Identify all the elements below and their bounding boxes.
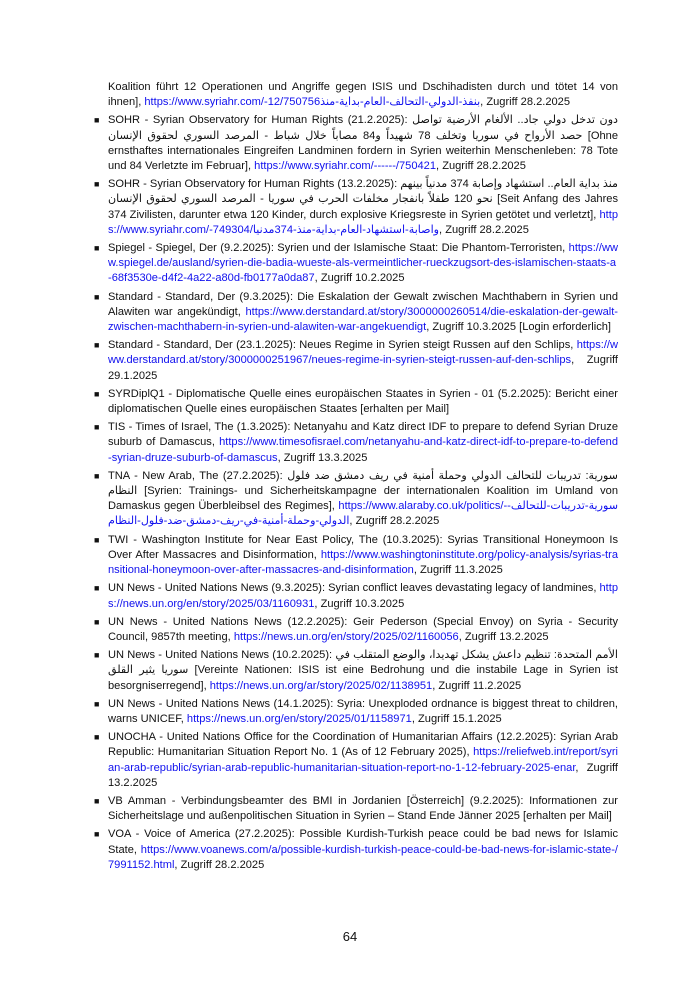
square-bullet-icon: ■	[94, 650, 100, 661]
reference-item	[94, 730, 618, 791]
reference-item	[94, 794, 618, 824]
reference-item	[94, 615, 618, 645]
reference-access-date: , Zugriff 10.2.2025	[314, 272, 405, 285]
reference-text: Standard - Standard, Der (9.3.2025): Die Eskalation der Gewalt zwischen Machthabern in Syrien und Alawiten war angekündigt,	[108, 290, 618, 318]
reference-item	[94, 420, 618, 466]
reference-link[interactable]: https://www.derstandard.at/story/3000000260514/die-eskalation-der-gewalt-zwischen-machthabern-in-syrien-und-alawiten-war-angekuendigt	[108, 305, 618, 334]
intro-text: Koalition führt 12 Operationen und Angriffe gegen ISIS und Dschihadisten durch und tötet 14 von ihnen],	[108, 81, 618, 109]
reference-link[interactable]: https://www.voanews.com/a/possible-kurdish-turkish-peace-could-be-bad-news-for-islamic-state-/7991152.html	[108, 843, 618, 871]
reference-access-date: , Zugriff 13.2.2025	[108, 761, 618, 789]
square-bullet-icon: ■	[94, 795, 100, 806]
reference-link[interactable]: https://news.un.org/en/story/2025/03/1160931	[108, 582, 618, 610]
reference-link[interactable]: https://www.timesofisrael.com/netanyahu-and-katz-direct-idf-to-prepare-to-defend-syrian-druze-suburb-of-damascus	[108, 436, 618, 464]
square-bullet-icon: ■	[94, 470, 100, 481]
reference-link[interactable]: https://www.washingtoninstitute.org/policy-analysis/syrias-transitional-honeymoon-over-after-massacres-and-disinformation	[108, 548, 618, 577]
reference-access-date: , Zugriff 10.3.2025 [Login erforderlich]	[426, 321, 611, 334]
reference-text: UN News - United Nations News (12.2.2025): Geir Pederson (Special Envoy) on Syria - Security Council, 9857th meeting,	[108, 615, 618, 643]
reference-list	[94, 113, 618, 873]
square-bullet-icon: ■	[94, 616, 100, 627]
reference-text: TIS - Times of Israel, The (1.3.2025): Netanyahu and Katz direct IDF to prepare to defend Syrian Druze suburb of Damascus,	[108, 421, 618, 449]
square-bullet-icon: ■	[94, 115, 100, 126]
reference-item	[94, 697, 618, 727]
reference-text: VOA - Voice of America (27.2.2025): Possible Kurdish-Turkish peace could be bad news for Islamic State,	[108, 828, 618, 856]
reference-link[interactable]: https://www.syriahr.com/------/750421	[254, 160, 437, 173]
reference-access-date: , Zugriff 28.2.2025	[174, 858, 265, 871]
reference-link[interactable]: https://www.alaraby.co.uk/politics/-سورية-تدريبات-للتحالف-الدولي-وحملة-أمنية-في-ريف-دمشق-ضد-فلول-النظام	[108, 500, 618, 528]
square-bullet-icon: ■	[94, 698, 100, 709]
reference-text: VB Amman - Verbindungsbeamter des BMI in Jordanien [Österreich] (9.2.2025): Informationen zur Sicherheitslage und außenpolitischen Situation in Syrien – Stand Ende Jänner 2025 [erhalten per Mail]	[108, 794, 618, 823]
square-bullet-icon: ■	[94, 732, 100, 743]
reference-item	[94, 241, 618, 287]
intro-paragraph	[108, 80, 618, 110]
reference-access-date: , Zugriff 13.3.2025	[277, 451, 368, 464]
square-bullet-icon: ■	[94, 583, 100, 594]
reference-item	[94, 648, 618, 694]
square-bullet-icon: ■	[94, 534, 100, 545]
reference-access-date: , Zugriff 10.3.2025	[314, 597, 405, 610]
reference-text: UN News - United Nations News (10.2.2025): الأمم المتحدة: تنظيم داعش يشكل تهديدا، والوضع المتقلب في سوريا يثير القلق [Vereinte Nationen: ISIS ist eine Bedrohung und die instabile Lage in Syrien ist besorgniserregend],	[108, 649, 619, 692]
reference-text: Standard - Standard, Der (23.1.2025): Neues Regime in Syrien steigt Russen auf den Schlips,	[108, 339, 577, 352]
reference-link[interactable]: https://reliefweb.int/report/syrian-arab-republic/syrian-arab-republic-humanitarian-situation-report-no-1-12-february-2025-enar	[108, 746, 618, 774]
reference-item	[94, 113, 618, 174]
square-bullet-icon: ■	[94, 291, 100, 302]
reference-link[interactable]: https://news.un.org/ar/story/2025/02/1138951	[209, 679, 433, 692]
reference-text: Spiegel - Spiegel, Der (9.2.2025): Syrien und der Islamische Staat: Die Phantom-Terroristen,	[108, 242, 569, 255]
reference-access-date: , Zugriff 28.2.2025	[439, 223, 529, 236]
square-bullet-icon: ■	[94, 829, 100, 840]
reference-link[interactable]: https://news.un.org/en/story/2025/01/1158971	[186, 712, 412, 725]
square-bullet-icon: ■	[94, 179, 100, 190]
reference-access-date: , Zugriff 28.2.2025	[436, 160, 526, 173]
reference-text: SYRDiplQ1 - Diplomatische Quelle eines europäischen Staates in Syrien - 01 (5.2.2025): Bericht einer diplomatischen Quelle eines europäischen Staates [erhalten per Mail]	[108, 387, 618, 416]
reference-access-date: , Zugriff 15.1.2025	[411, 712, 502, 725]
reference-item	[94, 177, 618, 238]
reference-link[interactable]: https://www.spiegel.de/ausland/syrien-die-badia-wueste-als-vermeintlicher-rueckzugsort-des-islamischen-staats-a-68f3530e-d4f2-4a22-a80d-fb0177a0da87	[108, 242, 618, 285]
reference-link[interactable]: https://news.un.org/en/story/2025/02/1160056	[233, 630, 459, 643]
reference-text: UN News - United Nations News (9.3.2025): Syrian conflict leaves devastating legacy of landmines,	[108, 582, 600, 595]
square-bullet-icon: ■	[94, 340, 100, 351]
reference-text: TNA - New Arab, The (27.2.2025): سورية: تدريبات للتحالف الدولي وحملة أمنية في ريف دمشق ضد فلول النظام [Syrien: Trainings- und Sicherheitskampagne der internationalen Koalition im Umland von Damaskus gegen Überbleibsel des Regimes],	[108, 469, 618, 513]
page-number: 64	[342, 929, 358, 944]
reference-link[interactable]: https://www.derstandard.at/story/3000000251967/neues-regime-in-syrien-steigt-russen-auf-den-schlips	[108, 339, 618, 367]
reference-item	[94, 290, 618, 336]
reference-access-date: , Zugriff 28.2.2025	[349, 515, 440, 528]
reference-page	[94, 80, 618, 876]
reference-access-date: , Zugriff 29.1.2025	[108, 354, 618, 382]
reference-item	[94, 387, 618, 417]
square-bullet-icon: ■	[94, 388, 100, 399]
reference-text: UN News - United Nations News (14.1.2025): Syria: Unexploded ordnance is biggest threat to children, warns UNICEF,	[108, 697, 618, 725]
reference-access-date: , Zugriff 11.3.2025	[413, 564, 503, 577]
reference-item	[94, 338, 618, 384]
intro-link[interactable]: https://www.syriahr.com/-بنفذ-الدولي-التحالف-العام-بداية-منذ12/750756	[144, 96, 481, 109]
reference-text: SOHR - Syrian Observatory for Human Rights (21.2.2025): دون تدخل دولي جاد.. الألغام الأرضية تواصل حصد الأرواح في سوريا وتخلف 78 شهيداً و84 مصاباً خلال شباط - المرصد السوري لحقوق الإنسان [Ohne ernsthaftes internationales Eingreifen Landminen fordern in Syrien weiterhin Menschenleben: 78 Tote und 84 Verletzte im Februar],	[108, 114, 619, 173]
reference-text: TWI - Washington Institute for Near East Policy, The (10.3.2025): Syrias Transitional Honeymoon Is Over After Massacres and Disinformation,	[108, 533, 618, 561]
reference-item	[94, 533, 618, 579]
reference-access-date: , Zugriff 13.2.2025	[458, 630, 549, 643]
reference-item	[94, 469, 618, 530]
reference-text: UNOCHA - United Nations Office for the Coordination of Humanitarian Affairs (12.2.2025): Syrian Arab Republic: Humanitarian Situation Report No. 1 (As of 12 February 2025),	[108, 731, 618, 759]
reference-item	[94, 581, 618, 611]
reference-text: SOHR - Syrian Observatory for Human Rights (13.2.2025): منذ بداية العام.. استشهاد وإصابة 374 مدنياً بينهم نحو 120 طفلاً بانفجار مخلفات الحرب في سوريا - المرصد السوري لحقوق الإنسان [Seit Anfang des Jahres 374 Zivilisten, darunter etwa 120 Kinder, durch explosive Kriegsreste in Syrien getötet und verletzt],	[108, 178, 619, 221]
intro-access-date: , Zugriff 28.2.2025	[480, 96, 571, 109]
reference-access-date: , Zugriff 11.2.2025	[432, 679, 522, 692]
reference-item	[94, 827, 618, 873]
square-bullet-icon: ■	[94, 422, 100, 433]
reference-link[interactable]: https://www.syriahr.com/-واصابة-استشهاد-العام-بداية-منذ-374مدنيا/749304	[108, 208, 618, 236]
square-bullet-icon: ■	[94, 243, 100, 254]
